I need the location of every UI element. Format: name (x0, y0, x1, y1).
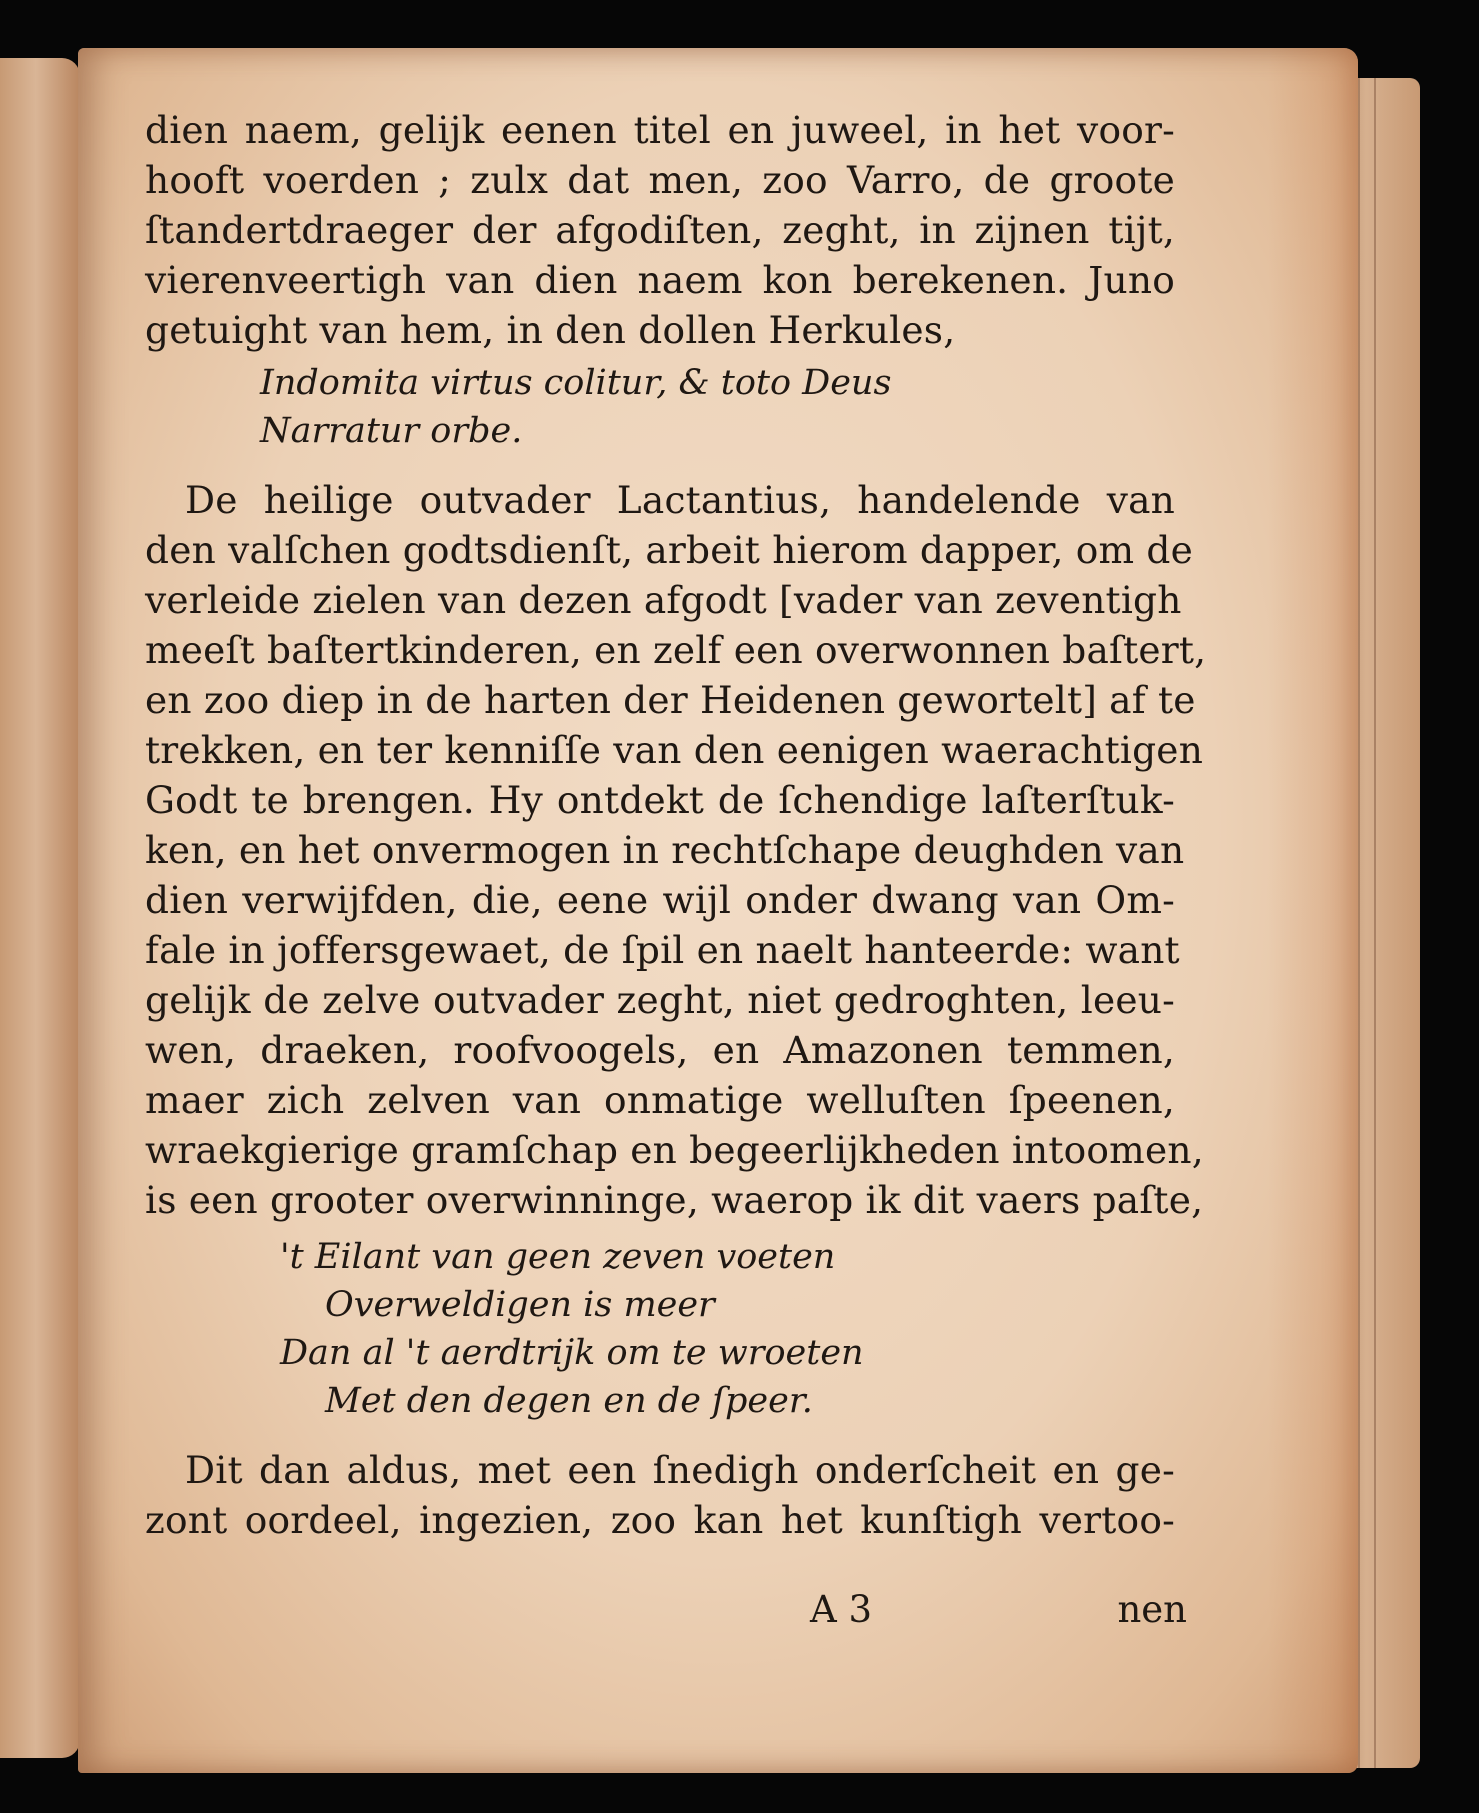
text-line: maer zich zelven van onmatige welluſten ſpeenen, (145, 1078, 1175, 1122)
text-line: fale in joffersgewaet, de ſpil en naelt hanteerde: want (145, 928, 1180, 972)
text-line: getuight van hem, in den dollen Herkules, (145, 308, 956, 352)
signature-mark: A 3 (810, 1588, 873, 1631)
verse-block (145, 1225, 1175, 1425)
text-line: vierenveertigh van dien naem kon berekenen. Juno (145, 258, 1175, 302)
catchword: nen (1117, 1588, 1187, 1631)
text-line: dien verwijfden, die, eene wijl onder dwang van Om- (145, 878, 1175, 922)
text-line: Dit dan aldus, met een ſnedigh onderſcheit en ge- (185, 1448, 1175, 1492)
verse-line: Indomita virtus colitur, & toto Deus (260, 363, 892, 403)
text-line: en zoo diep in de harten der Heidenen gewortelt] af te (145, 678, 1196, 722)
verse-line: Dan al 't aerdtrijk om te wroeten (280, 1333, 864, 1373)
verse-line: Met den degen en de ſpeer. (325, 1381, 813, 1421)
verse-line: 't Eilant van geen zeven voeten (280, 1237, 836, 1277)
text-line: Godt te brengen. Hy ontdekt de ſchendige laſterſtuk- (145, 778, 1175, 822)
text-line: dien naem, gelijk eenen titel en juweel, in het voor- (145, 108, 1175, 152)
page-footer (145, 1588, 1187, 1638)
left-page-edge (0, 58, 80, 1758)
verse-block (145, 355, 1175, 455)
text-line: den valſchen godtsdienſt, arbeit hierom dapper, om de (145, 528, 1193, 572)
text-line: is een grooter overwinninge, waerop ik dit vaers paſte, (145, 1178, 1204, 1222)
page-text (145, 105, 1207, 1545)
verse-line: Overweldigen is meer (325, 1285, 715, 1325)
text-line: trekken, en ter kenniſſe van den eenigen waerachtigen (145, 728, 1204, 772)
text-line: meeſt baſtertkinderen, en zelf een overwonnen baſtert, (145, 628, 1207, 672)
text-line: De heilige outvader Lactantius, handelende van (185, 478, 1175, 522)
text-line: ſtandertdraeger der afgodiſten, zeght, in zijnen tijt, (145, 208, 1175, 252)
text-line: wraekgierige gramſchap en begeerlijkheden intoomen, (145, 1128, 1204, 1172)
text-line: zont oordeel, ingezien, zoo kan het kunſtigh vertoo- (145, 1498, 1175, 1542)
verse-line: Narratur orbe. (260, 411, 523, 451)
text-line: hooft voerden ; zulx dat men, zoo Varro, de groote (145, 158, 1175, 202)
text-line: ken, en het onvermogen in rechtſchape deughden van (145, 828, 1185, 872)
text-line: verleide zielen van dezen afgodt [vader van zeventigh (145, 578, 1182, 622)
text-line: wen, draeken, roofvoogels, en Amazonen temmen, (145, 1028, 1175, 1072)
text-line: gelijk de zelve outvader zeght, niet gedroghten, leeu- (145, 978, 1175, 1022)
